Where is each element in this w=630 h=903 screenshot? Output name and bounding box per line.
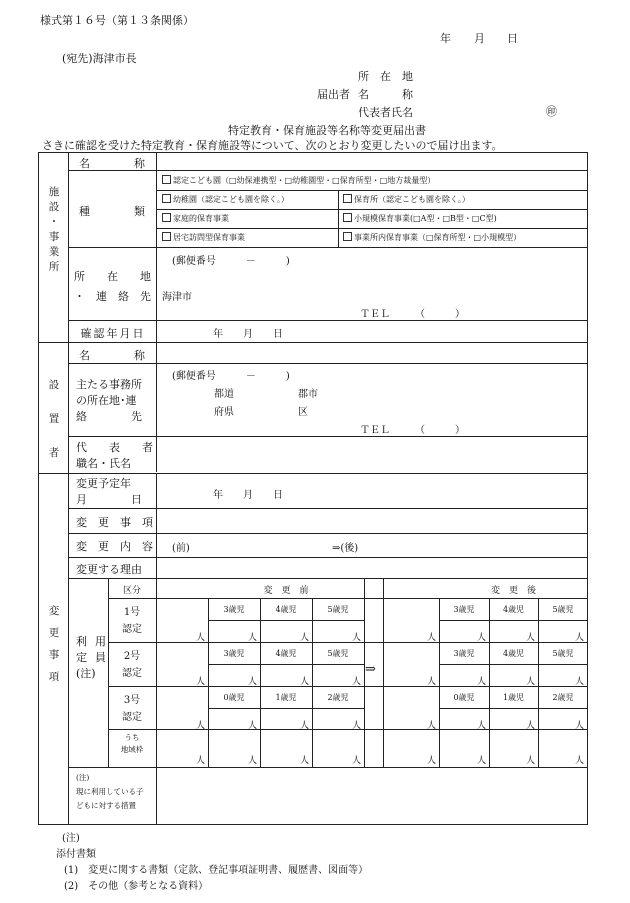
unit-person: 人 xyxy=(248,633,258,643)
founder-rep-label: 代 表 者 職名・氏名 xyxy=(76,441,153,470)
unit-person: 人 xyxy=(427,633,437,643)
unit-person: 人 xyxy=(196,721,206,731)
age-header: 5歳児 xyxy=(327,605,349,614)
facility-type-label: 種 類 xyxy=(79,205,145,218)
facility-name-label: 名 称 xyxy=(79,157,145,170)
confirm-date-label: 確認年月日 xyxy=(80,327,146,340)
founder-postal: (郵便番号 － ) xyxy=(172,371,290,382)
unit-person: 人 xyxy=(248,756,258,766)
type-option-kodomoen[interactable]: 認定こども園（□幼保連携型・□幼稚園型・□保育所型・□地方裁量型） xyxy=(162,175,435,186)
change-section-label: 変 更 事 項 xyxy=(48,605,60,683)
date-day: 日 xyxy=(507,32,518,45)
type-option-katei[interactable]: 家庭的保育事業 xyxy=(162,213,229,224)
age-header: 3歳児 xyxy=(453,605,475,614)
age-header: 4歳児 xyxy=(275,605,297,614)
unit-person: 人 xyxy=(427,677,437,687)
age-header: 0歳児 xyxy=(223,693,245,702)
unit-person: 人 xyxy=(300,756,310,766)
facility-address-label: 所 在 地 ・ 連 絡 先 xyxy=(74,270,151,303)
checkbox-icon xyxy=(162,194,171,203)
age-header: 4歳児 xyxy=(275,649,297,658)
age-header: 3歳児 xyxy=(223,605,245,614)
applicant-name-label: 名 称 xyxy=(358,88,413,101)
type-option-kyotaku[interactable]: 居宅訪問型保育事業 xyxy=(162,232,245,243)
applicant-label: 届出者 xyxy=(317,88,350,101)
change-reason-label: 変更する理由 xyxy=(76,563,142,576)
unit-person: 人 xyxy=(526,721,536,731)
measure-label: (注) 現に利用している子 どもに対する措置 xyxy=(76,773,144,810)
age-header: 2歳児 xyxy=(552,693,574,702)
unit-person: 人 xyxy=(352,677,362,687)
seal-mark: ㊞ xyxy=(546,105,557,118)
checkbox-icon xyxy=(343,194,352,203)
age-header: 4歳児 xyxy=(502,649,525,658)
founder-pref-1: 都道 xyxy=(214,389,234,400)
founder-section-label: 設 置 者 xyxy=(48,379,60,459)
unit-person: 人 xyxy=(477,633,487,643)
age-header: 5歳児 xyxy=(552,649,574,658)
form-number: 様式第１６号（第１３条関係） xyxy=(40,14,194,27)
unit-person: 人 xyxy=(196,633,206,643)
unit-person: 人 xyxy=(526,677,536,687)
form-title: 特定教育・保育施設等名称等変更届出書 xyxy=(228,124,426,137)
facility-city: 海津市 xyxy=(162,292,192,303)
age-header: 3歳児 xyxy=(453,649,475,658)
intro-text: さきに確認を受けた特定教育・保育施設等について、次のとおり変更したいので届け出ます。 xyxy=(42,139,503,152)
age-header: 1歳児 xyxy=(275,693,297,702)
attachment-item: (1) 変更に関する書類（定款、登記事項証明書、履歴書、図面等） xyxy=(64,865,369,876)
unit-person: 人 xyxy=(352,756,362,766)
unit-person: 人 xyxy=(477,756,487,766)
row-label-1go: 1号 認定 xyxy=(122,607,142,635)
age-header: 1歳児 xyxy=(502,693,525,702)
founder-city-1: 郡市 xyxy=(298,389,318,400)
unit-person: 人 xyxy=(196,756,206,766)
unit-person: 人 xyxy=(526,633,536,643)
facility-postal: (郵便番号 － ) xyxy=(172,256,290,267)
applicant-rep-label: 代表者氏名 xyxy=(358,106,413,119)
col-before: 変 更 前 xyxy=(263,586,309,596)
change-item-label: 変 更 事 項 xyxy=(76,516,153,529)
type-option-youchien[interactable]: 幼稚園（認定こども園を除く。） xyxy=(162,194,289,205)
row-label-3go: 3号 認定 xyxy=(122,695,142,723)
founder-name-label: 名 称 xyxy=(79,349,145,362)
checkbox-icon xyxy=(162,213,171,222)
date-month: 月 xyxy=(474,32,485,45)
unit-person: 人 xyxy=(248,677,258,687)
attachment-item: (2) その他（参考となる資料） xyxy=(64,881,209,892)
addressee: (宛先)海津市長 xyxy=(62,52,137,65)
capacity-label: 利 用 定 員 (注) xyxy=(76,635,106,680)
change-date-label: 変更予定年 月 日 xyxy=(76,477,142,506)
unit-person: 人 xyxy=(575,633,585,643)
date-year: 年 xyxy=(440,32,451,45)
unit-person: 人 xyxy=(477,721,487,731)
unit-person: 人 xyxy=(248,721,258,731)
facility-tel: ＴＥＬ （ ） xyxy=(360,309,465,320)
age-header: 0歳児 xyxy=(453,693,475,702)
unit-person: 人 xyxy=(427,756,437,766)
checkbox-icon xyxy=(162,232,171,241)
row-label-chiikiwaku: うち 地域枠 xyxy=(120,733,144,754)
age-header: 3歳児 xyxy=(223,649,245,658)
unit-person: 人 xyxy=(575,756,585,766)
arrow-icon: ⇒ xyxy=(365,662,376,677)
founder-pref-2: 府県 xyxy=(214,407,234,418)
unit-person: 人 xyxy=(300,677,310,687)
unit-person: 人 xyxy=(300,633,310,643)
founder-address-label: 主たる事務所 の所在地･連 絡 先 xyxy=(76,378,142,423)
founder-tel: ＴＥＬ （ ） xyxy=(360,425,465,436)
change-before-label: (前) xyxy=(172,543,190,554)
col-after: 変 更 後 xyxy=(490,586,536,596)
type-option-jigyosho[interactable]: 事業所内保育事業（□保育所型・□小規模型） xyxy=(343,232,521,243)
age-header: 5歳児 xyxy=(552,605,574,614)
change-date-value: 年 月 日 xyxy=(213,490,283,501)
age-header: 4歳児 xyxy=(502,605,525,614)
age-header: 5歳児 xyxy=(327,649,349,658)
col-kubun: 区分 xyxy=(122,586,141,596)
unit-person: 人 xyxy=(300,721,310,731)
unit-person: 人 xyxy=(575,677,585,687)
facility-section-label: 施 設 ・ 事 業 所 xyxy=(48,186,60,273)
unit-person: 人 xyxy=(575,721,585,731)
checkbox-icon xyxy=(162,175,171,184)
unit-person: 人 xyxy=(352,721,362,731)
unit-person: 人 xyxy=(352,633,362,643)
unit-person: 人 xyxy=(427,721,437,731)
change-after-label: ⇒(後) xyxy=(332,543,359,554)
confirm-date-value: 年 月 日 xyxy=(213,329,283,340)
checkbox-icon xyxy=(343,232,352,241)
founder-city-2: 区 xyxy=(298,407,308,418)
unit-person: 人 xyxy=(477,677,487,687)
type-option-shokibo[interactable]: 小規模保育事業(□A型・□B型・□C型) xyxy=(343,213,497,224)
footer-note: (注) xyxy=(62,833,80,844)
applicant-address-label: 所 在 地 xyxy=(358,70,413,83)
attachments-title: 添付書類 xyxy=(56,849,96,860)
checkbox-icon xyxy=(343,213,352,222)
unit-person: 人 xyxy=(526,756,536,766)
type-option-hoikusho[interactable]: 保育所（認定こども園を除く。） xyxy=(343,194,470,205)
change-content-label: 変 更 内 容 xyxy=(76,540,153,553)
age-header: 2歳児 xyxy=(327,693,349,702)
unit-person: 人 xyxy=(196,677,206,687)
row-label-2go: 2号 認定 xyxy=(122,651,142,679)
